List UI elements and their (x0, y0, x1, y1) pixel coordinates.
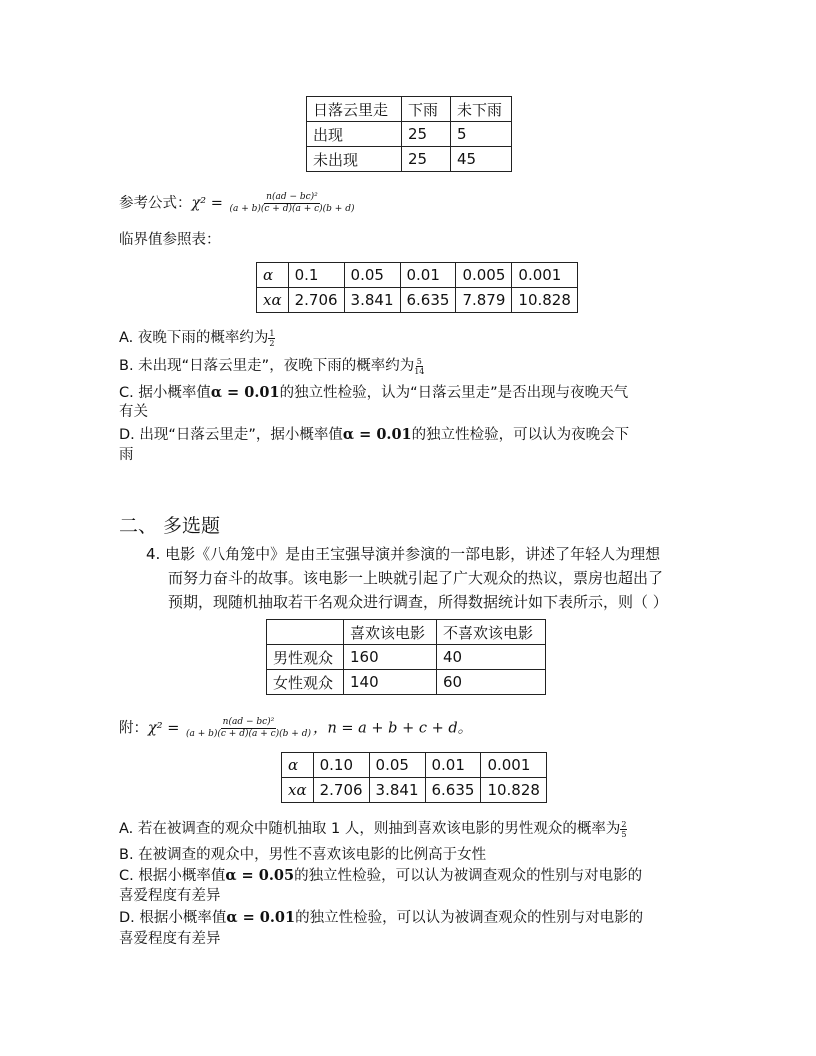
formula-tail: ，n = a + b + c + d。 (312, 720, 473, 737)
option-d-2-cont: 喜爱程度有差异 (119, 931, 221, 947)
option-b-2: B. 在被调查的观众中，男性不喜欢该电影的比例高于女性 (119, 847, 487, 863)
option-math: α = 0.01 (210, 384, 280, 401)
option-text: C. 据小概率值 (119, 385, 211, 401)
formula-label: 参考公式： (119, 195, 192, 212)
question-line (146, 542, 668, 566)
formula-label: 附： (119, 720, 148, 737)
table-cell: 出现 (307, 122, 402, 147)
option-text: 的独立性检验，可以认为被调查观众的性别与对电影的 (295, 910, 644, 926)
table-cell: xα (282, 778, 314, 803)
option-text: B. 未出现“日落云里走”，夜晚下雨的概率约为 (119, 358, 415, 374)
fraction-denominator: (a + b)(c + d)(a + c)(b + d) (185, 729, 311, 739)
table-cell: 0.01 (425, 753, 481, 778)
table-cell: 未出现 (307, 147, 402, 172)
option-fraction (620, 820, 627, 839)
rain-observation-table (306, 96, 512, 172)
formula-fraction (227, 192, 356, 215)
option-fraction (268, 329, 275, 348)
formula-fraction (184, 717, 313, 740)
table-row (267, 670, 546, 695)
table-row (307, 122, 512, 147)
table-cell: 160 (344, 645, 437, 670)
table-row (282, 753, 547, 778)
table-row (282, 778, 547, 803)
option-math: α = 0.01 (342, 426, 412, 443)
table-row (267, 620, 546, 645)
table-cell: 6.635 (400, 288, 456, 313)
option-text: 的独立性检验，可以认为夜晚会下 (411, 427, 630, 443)
option-c-2-cont: 喜爱程度有差异 (119, 888, 221, 904)
question-line: 而努力奋斗的故事。该电影一上映就引起了广大观众的热议，票房也超出了 (168, 569, 664, 587)
option-text: A. 若在被调查的观众中随机抽取 1 人，则抽到喜欢该电影的男性观众的概率为 (119, 821, 621, 837)
question-number: 4. (146, 545, 161, 563)
option-fraction (414, 357, 424, 376)
option-a-2 (119, 819, 627, 839)
chi-square-symbol: χ² = (191, 195, 228, 212)
table-cell (267, 620, 344, 645)
table-row (257, 263, 578, 288)
fraction-denominator: 14 (414, 366, 425, 376)
option-d (119, 425, 629, 445)
option-text: D. 出现“日落云里走”，据小概率值 (119, 427, 343, 443)
table-cell: 40 (437, 645, 546, 670)
option-math: α = 0.05 (225, 867, 295, 884)
table-cell: 3.841 (369, 778, 425, 803)
option-text: A. 夜晚下雨的概率约为 (119, 330, 269, 346)
critical-value-table-2 (281, 752, 547, 803)
table-cell: 0.01 (400, 263, 456, 288)
table-row (267, 645, 546, 670)
table-cell: 7.879 (456, 288, 512, 313)
table-cell: 0.001 (512, 263, 578, 288)
table-cell: 2.706 (288, 288, 344, 313)
reference-formula (119, 192, 356, 215)
critical-value-table (256, 262, 578, 313)
table-row (307, 147, 512, 172)
table-cell: 5 (451, 122, 512, 147)
table-cell: 0.001 (481, 753, 547, 778)
table-cell: 45 (451, 147, 512, 172)
table-cell: α (282, 753, 314, 778)
table-cell: 女性观众 (267, 670, 344, 695)
fraction-numerator: n(ad − bc)² (222, 717, 275, 727)
chi-square-symbol: χ² = (148, 720, 184, 737)
table-cell: 男性观众 (267, 645, 344, 670)
table-cell: 0.10 (313, 753, 369, 778)
table-cell: xα (257, 288, 289, 313)
table-cell: 6.635 (425, 778, 481, 803)
table-cell: 0.1 (288, 263, 344, 288)
table-cell: 25 (402, 147, 451, 172)
table-cell: 10.828 (512, 288, 578, 313)
table-cell: 0.005 (456, 263, 512, 288)
option-text: D. 根据小概率值 (119, 910, 227, 926)
table-cell: 下雨 (402, 97, 451, 122)
option-math: α = 0.01 (226, 909, 296, 926)
option-b (119, 356, 424, 376)
table-cell: 喜欢该电影 (344, 620, 437, 645)
question-line: 预期，现随机抽取若干名观众进行调查，所得数据统计如下表所示，则（ ） (168, 593, 668, 611)
table-cell: α (257, 263, 289, 288)
fraction-numerator: 2 (621, 819, 627, 829)
option-text: C. 根据小概率值 (119, 868, 226, 884)
option-c (119, 383, 628, 403)
fraction-denominator: 5 (621, 829, 627, 839)
critical-value-label: 临界值参照表： (119, 232, 221, 248)
table-row (257, 288, 578, 313)
table-cell: 140 (344, 670, 437, 695)
question-4 (146, 542, 668, 614)
table-cell: 未下雨 (451, 97, 512, 122)
fraction-denominator: 2 (269, 338, 275, 348)
table-cell: 日落云里走 (307, 97, 402, 122)
option-text: 的独立性检验，认为“日落云里走”是否出现与夜晚天气 (279, 385, 629, 401)
table-cell: 3.841 (344, 288, 400, 313)
appendix-formula (119, 717, 472, 740)
fraction-numerator: 5 (416, 356, 422, 366)
movie-survey-table (266, 619, 546, 695)
option-d-2 (119, 908, 643, 928)
fraction-numerator: n(ad − bc)² (266, 192, 318, 202)
section-title: 二、 多选题 (119, 515, 221, 537)
option-d-cont: 雨 (119, 447, 134, 463)
fraction-denominator: (a + b)(c + d)(a + c)(b + d) (229, 204, 355, 214)
table-cell: 0.05 (344, 263, 400, 288)
option-a (119, 328, 275, 348)
option-c-cont: 有关 (119, 404, 148, 420)
table-cell: 10.828 (481, 778, 547, 803)
table-cell: 2.706 (313, 778, 369, 803)
fraction-numerator: 1 (269, 328, 275, 338)
table-cell: 不喜欢该电影 (437, 620, 546, 645)
table-cell: 60 (437, 670, 546, 695)
table-row (307, 97, 512, 122)
question-text: 电影《八角笼中》是由王宝强导演并参演的一部电影，讲述了年轻人为理想 (165, 545, 661, 563)
option-text: 的独立性检验，可以认为被调查观众的性别与对电影的 (294, 868, 643, 884)
option-c-2 (119, 866, 642, 886)
table-cell: 0.05 (369, 753, 425, 778)
table-cell: 25 (402, 122, 451, 147)
